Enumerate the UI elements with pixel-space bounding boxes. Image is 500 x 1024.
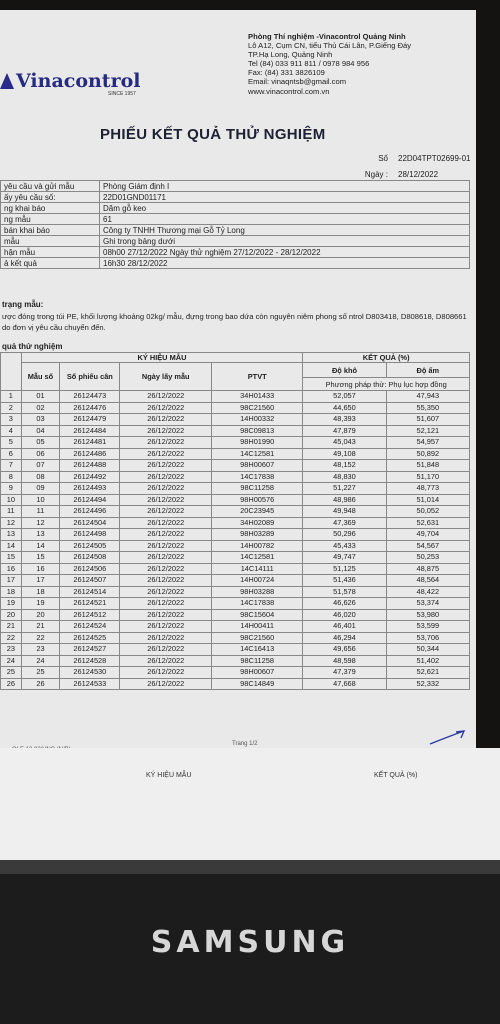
sample-no-cell: 14 [21,540,60,552]
table-row [1,517,470,529]
moisture-cell: 52,631 [386,517,469,529]
ticket-no-cell: 26124488 [60,460,120,472]
ptvt-cell: 98C09813 [212,425,303,437]
ptvt-cell: 34H02089 [212,517,303,529]
ptvt-cell: 98C11258 [212,655,303,667]
moisture-cell: 52,332 [386,678,469,690]
ticket-no-cell: 26124525 [60,632,120,644]
dryness-cell: 50,296 [303,529,386,541]
row-index-cell: 23 [1,644,22,656]
ticket-no-cell: 26124507 [60,575,120,587]
moisture-cell: 48,875 [386,563,469,575]
ptvt-cell: 14C12581 [212,552,303,564]
row-index-cell: 11 [1,506,22,518]
ptvt-cell: 14H00411 [212,621,303,633]
ptvt-cell: 14H00332 [212,414,303,426]
table-row [1,540,470,552]
sampling-date-cell: 26/12/2022 [120,448,212,460]
table-row [1,586,470,598]
info-label: ả kết quả [1,258,100,269]
sampling-date-cell: 26/12/2022 [120,540,212,552]
table-row [1,598,470,610]
info-value: 22D01GND01171 [100,192,470,203]
ptvt-cell: 98H00576 [212,494,303,506]
sample-state-heading: trạng mẫu: [2,300,44,309]
test-method: Phương pháp thử: Phụ lục hợp đồng [303,378,470,391]
dryness-cell: 48,152 [303,460,386,472]
info-row [1,236,470,247]
lab-address-block [248,32,411,96]
ptvt-cell: 98C14849 [212,678,303,690]
info-label: bán khai báo [1,225,100,236]
moisture-cell: 52,621 [386,667,469,679]
info-label: hận mẫu [1,247,100,258]
sample-no-cell: 23 [21,644,60,656]
report-title: PHIẾU KẾT QUẢ THỬ NGHIỆM [100,126,326,143]
info-label: mẫu [1,236,100,247]
report-number-label: Số [378,154,388,163]
table-row [1,414,470,426]
dryness-cell: 46,020 [303,609,386,621]
lab-address-line: Fax: (84) 331 3826109 [248,68,325,78]
dryness-cell: 47,369 [303,517,386,529]
moisture-cell: 51,014 [386,494,469,506]
dryness-cell: 51,436 [303,575,386,587]
test-report-page [0,10,476,785]
ptvt-cell: 98H03289 [212,529,303,541]
dryness-cell: 51,227 [303,483,386,495]
sample-no-cell: 07 [21,460,60,472]
table-row [1,552,470,564]
sampling-date-cell: 26/12/2022 [120,402,212,414]
table-row [1,667,470,679]
row-index-cell: 19 [1,598,22,610]
ptvt-cell: 98C21560 [212,402,303,414]
sample-no-cell: 20 [21,609,60,621]
moisture-cell: 50,253 [386,552,469,564]
ticket-no-cell: 26124494 [60,494,120,506]
moisture-cell: 53,980 [386,609,469,621]
row-index-cell: 8 [1,471,22,483]
col-ptvt: PTVT [212,363,303,391]
sample-no-cell: 21 [21,621,60,633]
row-index-cell: 5 [1,437,22,449]
lab-address-line: TP.Hạ Long, Quảng Ninh [248,50,333,60]
ticket-no-cell: 26124492 [60,471,120,483]
sample-state-text: ược đóng trong túi PE, khối lượng khoảng 02kg/ mẫu, đựng trong bao dứa còn nguyên niêm phong số ntrol D803418, D808618, D808661 do đơn vị yêu cầu chuyển đến. [2,312,467,332]
report-meta [344,151,471,183]
row-index-header [1,353,22,391]
row-index-cell: 21 [1,621,22,633]
dryness-cell: 47,879 [303,425,386,437]
symbol-group-header: KÝ HIỆU MẪU [21,353,303,363]
sampling-date-cell: 26/12/2022 [120,391,212,403]
table-row [1,471,470,483]
ticket-no-cell: 26124476 [60,402,120,414]
table-row [1,402,470,414]
sampling-date-cell: 26/12/2022 [120,621,212,633]
info-value: Dăm gỗ keo [100,203,470,214]
sampling-date-cell: 26/12/2022 [120,517,212,529]
row-index-cell: 20 [1,609,22,621]
logo-sub: SINCE 1957 [108,91,136,97]
lab-address-line: Email: vinaqntsb@gmail.com [248,77,347,87]
ticket-no-cell: 26124479 [60,414,120,426]
info-row [1,192,470,203]
info-label: ng khai báo [1,203,100,214]
row-index-cell: 6 [1,448,22,460]
table-row [1,506,470,518]
table-row [1,678,470,690]
ticket-no-cell: 26124473 [60,391,120,403]
table-row [1,448,470,460]
next-page-header [0,748,500,860]
ticket-no-cell: 26124505 [60,540,120,552]
moisture-cell: 54,957 [386,437,469,449]
info-value: Công ty TNHH Thương mại Gỗ Tỷ Long [100,225,470,236]
sample-no-cell: 01 [21,391,60,403]
table-row [1,529,470,541]
moisture-cell: 53,706 [386,632,469,644]
sampling-date-cell: 26/12/2022 [120,494,212,506]
sample-no-cell: 18 [21,586,60,598]
dryness-cell: 46,401 [303,621,386,633]
moisture-cell: 50,892 [386,448,469,460]
moisture-cell: 53,374 [386,598,469,610]
results-heading: quả thử nghiệm [2,342,63,351]
sampling-date-cell: 26/12/2022 [120,471,212,483]
dryness-cell: 45,433 [303,540,386,552]
info-label: yêu cầu và gửi mẫu [1,181,100,192]
report-date: 28/12/2022 [398,170,439,179]
info-row [1,181,470,192]
table-row [1,494,470,506]
info-value: 08h00 27/12/2022 Ngày thử nghiệm 27/12/2022 - 28/12/2022 [100,247,470,258]
table-row [1,632,470,644]
sampling-date-cell: 26/12/2022 [120,586,212,598]
ptvt-cell: 14C12581 [212,448,303,460]
lab-address-line: Phòng Thí nghiệm -Vinacontrol Quảng Ninh [248,32,406,41]
row-index-cell: 24 [1,655,22,667]
sampling-date-cell: 26/12/2022 [120,667,212,679]
row-index-cell: 18 [1,586,22,598]
moisture-cell: 47,943 [386,391,469,403]
row-index-cell: 3 [1,414,22,426]
info-value: Ghi trong bảng dưới [100,236,470,247]
dryness-cell: 51,125 [303,563,386,575]
col-ticket: Số phiếu cân [60,363,120,391]
sample-no-cell: 03 [21,414,60,426]
moisture-cell: 51,170 [386,471,469,483]
ptvt-cell: 98H03288 [212,586,303,598]
dryness-cell: 44,650 [303,402,386,414]
ptvt-cell: 14C17838 [212,598,303,610]
ticket-no-cell: 26124530 [60,667,120,679]
sample-no-cell: 15 [21,552,60,564]
row-index-cell: 1 [1,391,22,403]
ptvt-cell: 14C14111 [212,563,303,575]
sample-no-cell: 04 [21,425,60,437]
moisture-cell: 49,704 [386,529,469,541]
ticket-no-cell: 26124481 [60,437,120,449]
ticket-no-cell: 26124498 [60,529,120,541]
ptvt-cell: 14H00782 [212,540,303,552]
sampling-date-cell: 26/12/2022 [120,655,212,667]
table-row [1,483,470,495]
monitor-brand: SAMSUNG [150,925,350,960]
sample-no-cell: 08 [21,471,60,483]
info-row [1,214,470,225]
moisture-cell: 51,607 [386,414,469,426]
ptvt-cell: 14C17838 [212,471,303,483]
row-index-cell: 10 [1,494,22,506]
sample-no-cell: 11 [21,506,60,518]
col-sample-no: Mẫu số [21,363,60,391]
ptvt-cell: 20C23945 [212,506,303,518]
moisture-cell: 51,848 [386,460,469,472]
results-table [0,352,470,690]
info-label: ấy yêu cầu số: [1,192,100,203]
sample-no-cell: 16 [21,563,60,575]
dryness-cell: 48,598 [303,655,386,667]
dryness-cell: 46,294 [303,632,386,644]
info-value: 61 [100,214,470,225]
table-row [1,655,470,667]
report-number: 22D04TPT02699-01 [398,154,471,163]
sample-no-cell: 17 [21,575,60,587]
table-row [1,644,470,656]
ticket-no-cell: 26124512 [60,609,120,621]
sampling-date-cell: 26/12/2022 [120,678,212,690]
sampling-date-cell: 26/12/2022 [120,506,212,518]
sampling-date-cell: 26/12/2022 [120,563,212,575]
ticket-no-cell: 26124527 [60,644,120,656]
dryness-cell: 48,830 [303,471,386,483]
moisture-cell: 52,121 [386,425,469,437]
info-row [1,247,470,258]
table-row [1,391,470,403]
dryness-cell: 49,108 [303,448,386,460]
sample-no-cell: 06 [21,448,60,460]
table-row [1,621,470,633]
moisture-cell: 55,350 [386,402,469,414]
dryness-cell: 49,656 [303,644,386,656]
table-row [1,575,470,587]
row-index-cell: 9 [1,483,22,495]
sampling-date-cell: 26/12/2022 [120,414,212,426]
ticket-no-cell: 26124506 [60,563,120,575]
col-dryness: Độ khô [303,363,386,378]
moisture-cell: 48,564 [386,575,469,587]
ptvt-cell: 98C21560 [212,632,303,644]
ticket-no-cell: 26124486 [60,448,120,460]
sample-info-table [0,180,470,269]
signature-mark [428,728,468,748]
ptvt-cell: 98H00607 [212,460,303,472]
ticket-no-cell: 26124508 [60,552,120,564]
sampling-date-cell: 26/12/2022 [120,483,212,495]
moisture-cell: 51,402 [386,655,469,667]
dryness-cell: 48,393 [303,414,386,426]
dryness-cell: 49,747 [303,552,386,564]
sample-no-cell: 10 [21,494,60,506]
row-index-cell: 22 [1,632,22,644]
dryness-cell: 51,578 [303,586,386,598]
sampling-date-cell: 26/12/2022 [120,425,212,437]
row-index-cell: 4 [1,425,22,437]
sampling-date-cell: 26/12/2022 [120,575,212,587]
row-index-cell: 2 [1,402,22,414]
sampling-date-cell: 26/12/2022 [120,632,212,644]
lab-address-line: Lô A12, Cụm CN, tiểu Thủ Cái Lân, P.Giếng Đáy [248,41,412,51]
ticket-no-cell: 26124521 [60,598,120,610]
dryness-cell: 48,986 [303,494,386,506]
table-row [1,425,470,437]
sample-no-cell: 26 [21,678,60,690]
ptvt-cell: 98H00607 [212,667,303,679]
ticket-no-cell: 26124524 [60,621,120,633]
sampling-date-cell: 26/12/2022 [120,460,212,472]
sampling-date-cell: 26/12/2022 [120,552,212,564]
sampling-date-cell: 26/12/2022 [120,437,212,449]
row-index-cell: 26 [1,678,22,690]
dryness-cell: 46,626 [303,598,386,610]
moisture-cell: 54,567 [386,540,469,552]
moisture-cell: 48,773 [386,483,469,495]
vinacontrol-logo [0,70,141,97]
report-date-label: Ngày : [364,170,388,179]
sample-no-cell: 09 [21,483,60,495]
moisture-cell: 50,344 [386,644,469,656]
ptvt-cell: 34H01433 [212,391,303,403]
ticket-no-cell: 26124504 [60,517,120,529]
ticket-no-cell: 26124496 [60,506,120,518]
table-row [1,460,470,472]
col-sampling-date: Ngày lấy mẫu [120,363,212,391]
sample-no-cell: 05 [21,437,60,449]
info-value: 16h30 28/12/2022 [100,258,470,269]
dryness-cell: 47,668 [303,678,386,690]
ticket-no-cell: 26124493 [60,483,120,495]
ticket-no-cell: 26124484 [60,425,120,437]
row-index-cell: 15 [1,552,22,564]
dryness-cell: 47,379 [303,667,386,679]
table-row [1,563,470,575]
sampling-date-cell: 26/12/2022 [120,529,212,541]
lab-address-line: Tel (84) 033 911 811 / 0978 984 956 [248,59,370,69]
info-row [1,225,470,236]
result-group-header: KẾT QUẢ (%) [303,353,470,363]
row-index-cell: 13 [1,529,22,541]
sample-no-cell: 24 [21,655,60,667]
table-row [1,437,470,449]
row-index-cell: 17 [1,575,22,587]
info-row [1,258,470,269]
ptvt-cell: 14H00724 [212,575,303,587]
ticket-no-cell: 26124533 [60,678,120,690]
lab-address-line: www.vinacontrol.com.vn [248,86,330,96]
moisture-cell: 48,422 [386,586,469,598]
col-moisture: Độ ẩm [386,363,469,378]
sample-no-cell: 12 [21,517,60,529]
dryness-cell: 49,948 [303,506,386,518]
next-result-header: KẾT QUẢ (%) [374,772,418,779]
sample-no-cell: 19 [21,598,60,610]
sample-no-cell: 25 [21,667,60,679]
logo-mark-icon [0,73,14,89]
row-index-cell: 14 [1,540,22,552]
row-index-cell: 7 [1,460,22,472]
ticket-no-cell: 26124528 [60,655,120,667]
ptvt-cell: 98H01990 [212,437,303,449]
info-label: ng mẫu [1,214,100,225]
table-row [1,609,470,621]
sample-no-cell: 02 [21,402,60,414]
row-index-cell: 25 [1,667,22,679]
dryness-cell: 45,043 [303,437,386,449]
moisture-cell: 53,599 [386,621,469,633]
next-symbol-header: KÝ HIỆU MẪU [146,772,192,779]
page-number: Trang 1/2 [232,741,258,747]
sample-no-cell: 13 [21,529,60,541]
ticket-no-cell: 26124514 [60,586,120,598]
row-index-cell: 12 [1,517,22,529]
logo-name: Vinacontrol [16,70,141,92]
ptvt-cell: 98C15604 [212,609,303,621]
info-row [1,203,470,214]
sampling-date-cell: 26/12/2022 [120,644,212,656]
ptvt-cell: 98C11258 [212,483,303,495]
sample-no-cell: 22 [21,632,60,644]
dryness-cell: 52,057 [303,391,386,403]
sampling-date-cell: 26/12/2022 [120,598,212,610]
row-index-cell: 16 [1,563,22,575]
info-value: Phòng Giám định I [100,181,470,192]
moisture-cell: 50,052 [386,506,469,518]
ptvt-cell: 14C16413 [212,644,303,656]
sampling-date-cell: 26/12/2022 [120,609,212,621]
